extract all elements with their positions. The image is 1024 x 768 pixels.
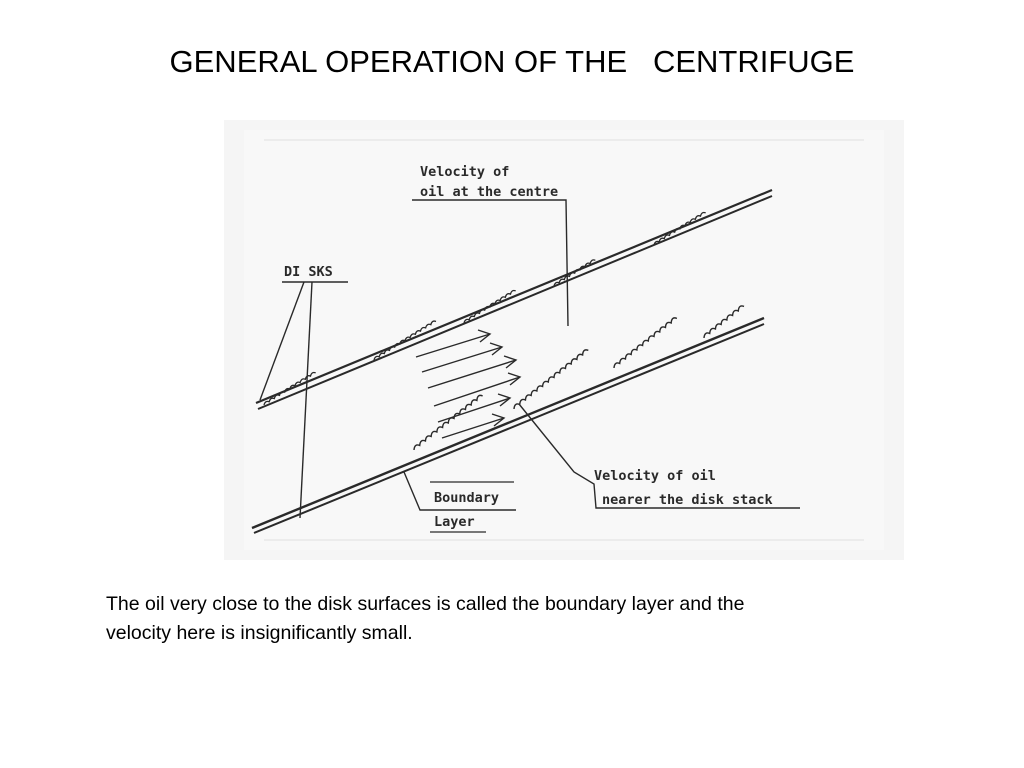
caption-line-2: velocity here is insignificantly small. [106, 622, 413, 644]
label-velocity-centre-2: oil at the centre [420, 184, 559, 200]
slide-title: GENERAL OPERATION OF THE CENTRIFUGE [169, 44, 855, 79]
centrifuge-diagram [224, 120, 904, 560]
label-boundary-1: Boundary [434, 490, 500, 506]
diagram-svg [224, 120, 904, 560]
label-velocity-near-2: nearer the disk stack [602, 492, 773, 508]
scan-inner-area [244, 130, 884, 550]
caption-line-1: The oil very close to the disk surfaces is called the boundary layer and the [106, 593, 745, 615]
label-boundary-2: Layer [434, 514, 475, 530]
label-velocity-near-1: Velocity of oil [594, 468, 716, 484]
label-disks: DI SKS [284, 264, 333, 280]
label-velocity-centre-1: Velocity of [420, 164, 510, 180]
caption [106, 590, 966, 648]
